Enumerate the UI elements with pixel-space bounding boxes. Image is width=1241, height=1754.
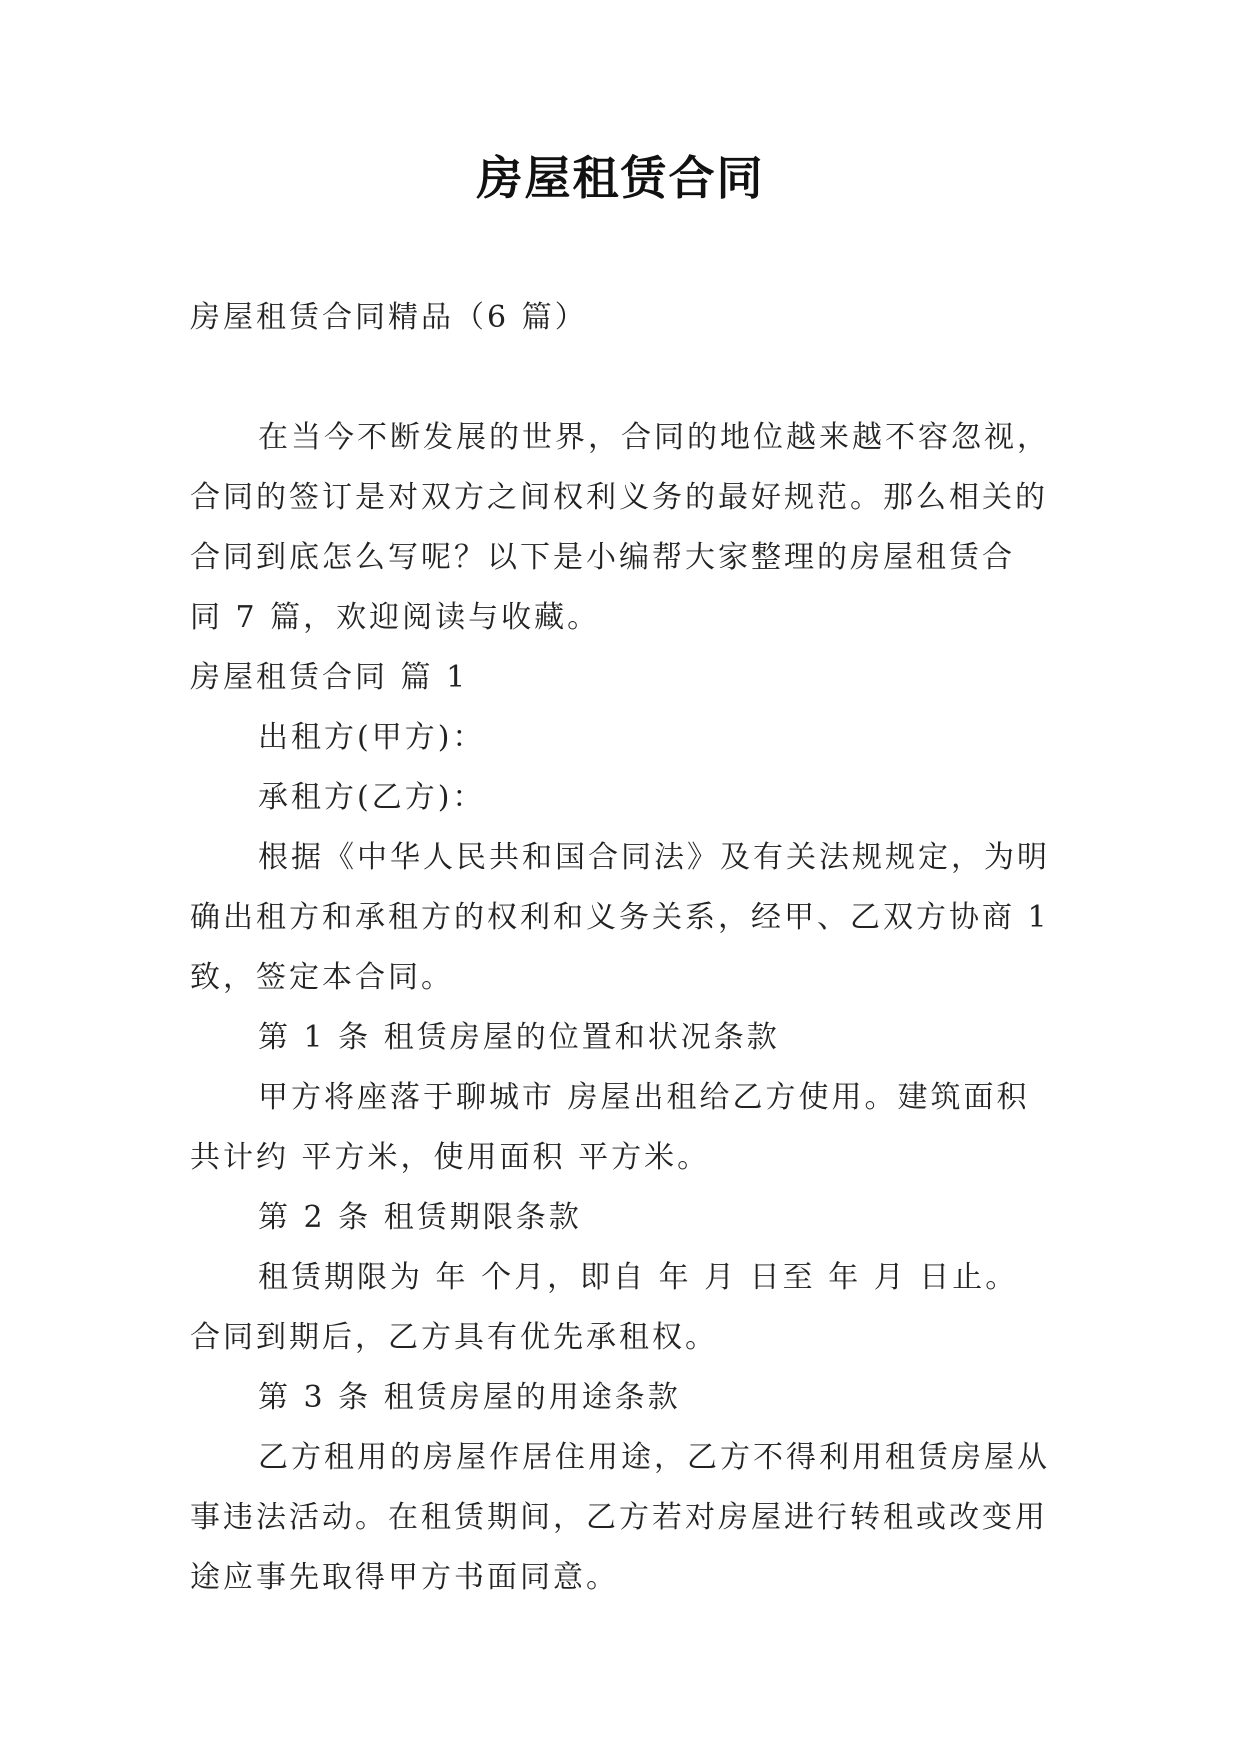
text-line: 出租方(甲方)： xyxy=(258,720,486,755)
document-title: 房屋租赁合同 xyxy=(476,151,765,205)
text-line: 根据《中华人民共和国合同法》及有关法规规定，为明 xyxy=(258,840,1050,875)
text-line: 合同到底怎么写呢？以下是小编帮大家整理的房屋租赁合 xyxy=(190,540,1015,575)
text-line: 第 1 条 租赁房屋的位置和状况条款 xyxy=(258,1020,780,1055)
text-line: 承租方(乙方)： xyxy=(258,780,486,815)
text-line: 乙方租用的房屋作居住用途，乙方不得利用租赁房屋从 xyxy=(258,1440,1050,1475)
text-line: 确出租方和承租方的权利和义务关系，经甲、乙双方协商 1 xyxy=(190,900,1050,935)
document-subtitle: 房屋租赁合同精品（6 篇） xyxy=(190,300,588,335)
text-line: 租赁期限为 年 个月，即自 年 月 日至 年 月 日止。 xyxy=(258,1260,1019,1295)
text-line: 合同的签订是对双方之间权利义务的最好规范。那么相关的 xyxy=(190,480,1048,515)
text-line: 合同到期后，乙方具有优先承租权。 xyxy=(190,1320,718,1355)
text-line: 同 7 篇，欢迎阅读与收藏。 xyxy=(190,600,601,635)
text-line: 甲方将座落于聊城市 房屋出租给乙方使用。建筑面积 xyxy=(258,1080,1030,1115)
document-body xyxy=(190,288,1060,1608)
text-line: 共计约 平方米，使用面积 平方米。 xyxy=(190,1140,711,1175)
text-line: 途应事先取得甲方书面同意。 xyxy=(190,1560,619,1595)
text-line: 第 3 条 租赁房屋的用途条款 xyxy=(258,1380,681,1415)
text-line: 致，签定本合同。 xyxy=(190,960,454,995)
paragraph-lines xyxy=(190,408,1060,1608)
text-line: 在当今不断发展的世界，合同的地位越来越不容忽视， xyxy=(258,420,1050,455)
text-line: 事违法活动。在租赁期间，乙方若对房屋进行转租或改变用 xyxy=(190,1500,1048,1535)
text-line: 第 2 条 租赁期限条款 xyxy=(258,1200,582,1235)
text-line: 房屋租赁合同 篇 1 xyxy=(190,660,469,695)
